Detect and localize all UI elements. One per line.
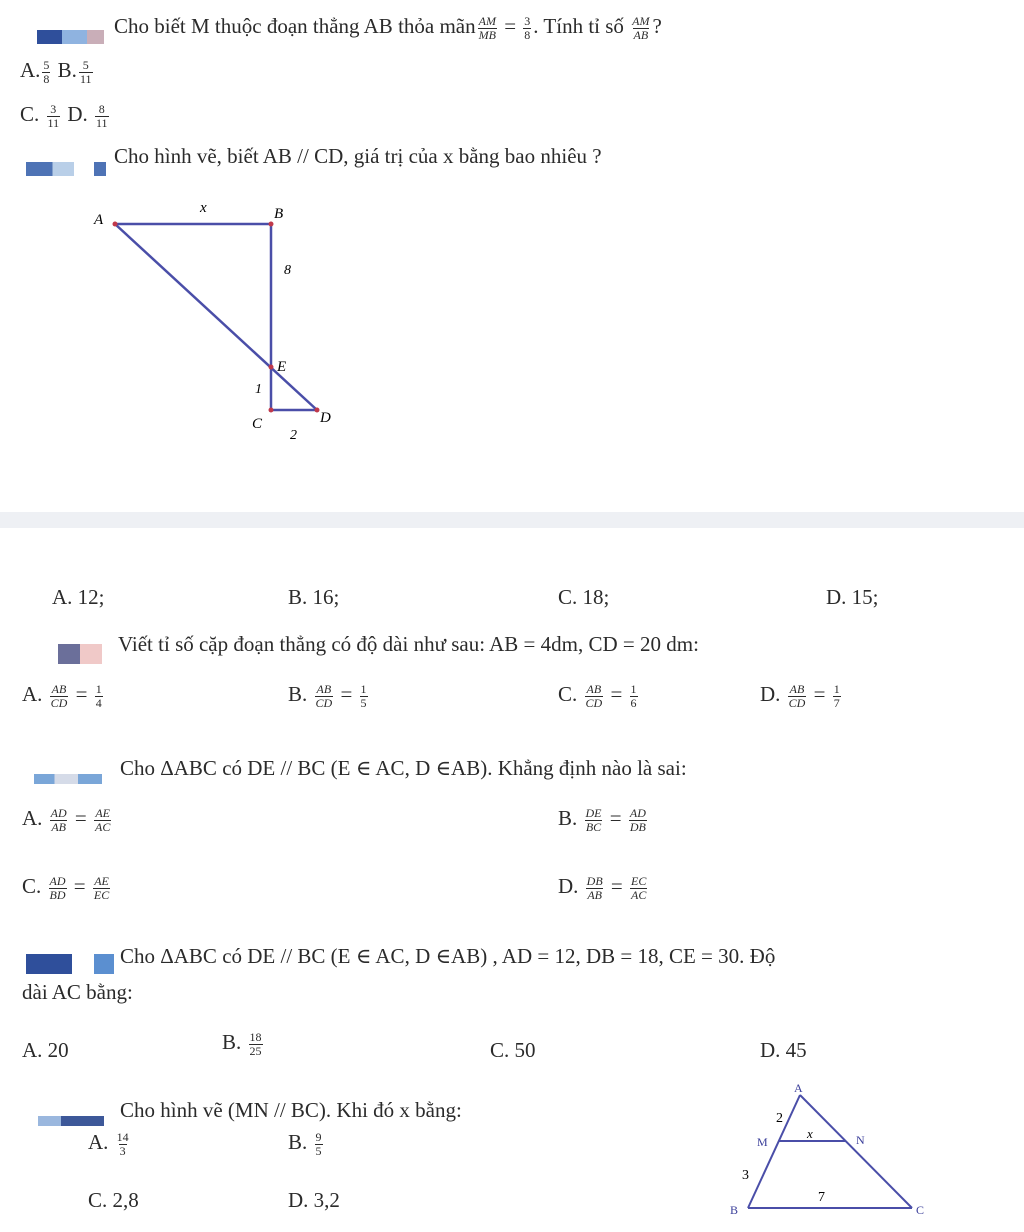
point-label-c: C (916, 1203, 925, 1217)
point-label-c: C (252, 416, 263, 432)
question-3-option-b: B. $\frac{AB}{CD}$ = $\frac{1}{5}$ (288, 681, 367, 710)
question-3-option-a: A. $\frac{AB}{CD}$ = $\frac{1}{4}$ (22, 681, 102, 710)
question-5-option-b: B. $\frac{18}{25}$ (222, 1029, 262, 1058)
point-label-d: D (320, 410, 331, 426)
length-label-mn: x (807, 1126, 813, 1141)
question-1-options-cd: C. $\frac{3}{11}$ D. $\frac{8}{11}$ (20, 101, 108, 130)
redacted-label (34, 774, 102, 784)
question-6-option-c: C. 2,8 (88, 1188, 139, 1212)
question-5-text-line-1: Cho ΔABC có DE // BC (E ∈ AC, D ∈AB) , AD = 12, DB = 18, CE = 30. Độ (120, 944, 776, 968)
length-label-cd: 2 (290, 428, 297, 443)
point-label-b: B (274, 206, 284, 222)
question-3-option-c: C. $\frac{AB}{CD}$ = $\frac{1}{6}$ (558, 681, 637, 710)
point-label-a: A (794, 1081, 803, 1095)
length-label-be: 8 (284, 263, 291, 278)
point-label-b: B (730, 1203, 739, 1217)
question-2-option-a: A. 12; (52, 585, 105, 609)
point-label-n: N (856, 1133, 865, 1147)
length-label-mb: 3 (742, 1168, 749, 1183)
question-6-text: Cho hình vẽ (MN // BC). Khi đó x bằng: (120, 1098, 462, 1122)
question-5-option-d: D. 45 (760, 1038, 807, 1062)
question-4-text: Cho ΔABC có DE // BC (E ∈ AC, D ∈AB). Khẳng định nào là sai: (120, 756, 687, 780)
question-1-text: Cho biết M thuộc đoạn thẳng AB thỏa mãn $\frac{AM}{MB}$ = $\frac{3}{8}$ . Tính tỉ số $\frac{AM}{AB}$ ? (114, 13, 662, 42)
point-label-m: M (757, 1135, 768, 1149)
redacted-label (94, 954, 114, 974)
question-4-option-d: D. $\frac{DB}{AB}$ = $\frac{EC}{AC}$ (558, 873, 647, 902)
triangle-figure-abc-mn (720, 1080, 940, 1230)
redacted-label (58, 644, 102, 664)
point-label-a: A (94, 212, 104, 228)
redacted-label (38, 1116, 104, 1126)
length-label-ec: 1 (255, 382, 262, 397)
redacted-label (26, 954, 72, 974)
question-2-text: Cho hình vẽ, biết AB // CD, giá trị của x bằng bao nhiêu ? (114, 144, 602, 168)
question-2-option-d: D. 15; (826, 585, 879, 609)
question-3-option-d: D. $\frac{AB}{CD}$ = $\frac{1}{7}$ (760, 681, 840, 710)
question-4-option-b: B. $\frac{DE}{BC}$ = $\frac{AD}{DB}$ (558, 805, 646, 834)
point-label-e: E (277, 359, 287, 375)
redacted-label (94, 162, 106, 176)
question-5-text-line-2: dài AC bằng: (22, 980, 133, 1004)
question-5-option-a: A. 20 (22, 1038, 69, 1062)
question-2-option-b: B. 16; (288, 585, 340, 609)
triangle-figure-abcde (60, 190, 420, 460)
length-label-am: 2 (776, 1111, 783, 1126)
length-label-bc: 7 (818, 1190, 825, 1205)
question-4-option-a: A. $\frac{AD}{AB}$ = $\frac{AE}{AC}$ (22, 805, 111, 834)
redacted-label (26, 162, 74, 176)
question-2-option-c: C. 18; (558, 585, 610, 609)
question-6-option-a: A. $\frac{14}{3}$ (88, 1129, 129, 1158)
question-6-option-b: B. $\frac{9}{5}$ (288, 1129, 322, 1158)
question-5-option-c: C. 50 (490, 1038, 536, 1062)
question-6-option-d: D. 3,2 (288, 1188, 340, 1212)
question-3-text: Viết tỉ số cặp đoạn thẳng có độ dài như sau: AB = 4dm, CD = 20 dm: (118, 632, 699, 656)
page-divider (0, 512, 1024, 528)
question-1-options-ab: A. $\frac{5}{8}$ B. $\frac{5}{11}$ (20, 57, 92, 86)
length-label-x: x (200, 200, 207, 216)
redacted-label (20, 30, 104, 44)
question-4-option-c: C. $\frac{AD}{BD}$ = $\frac{AE}{EC}$ (22, 873, 110, 902)
